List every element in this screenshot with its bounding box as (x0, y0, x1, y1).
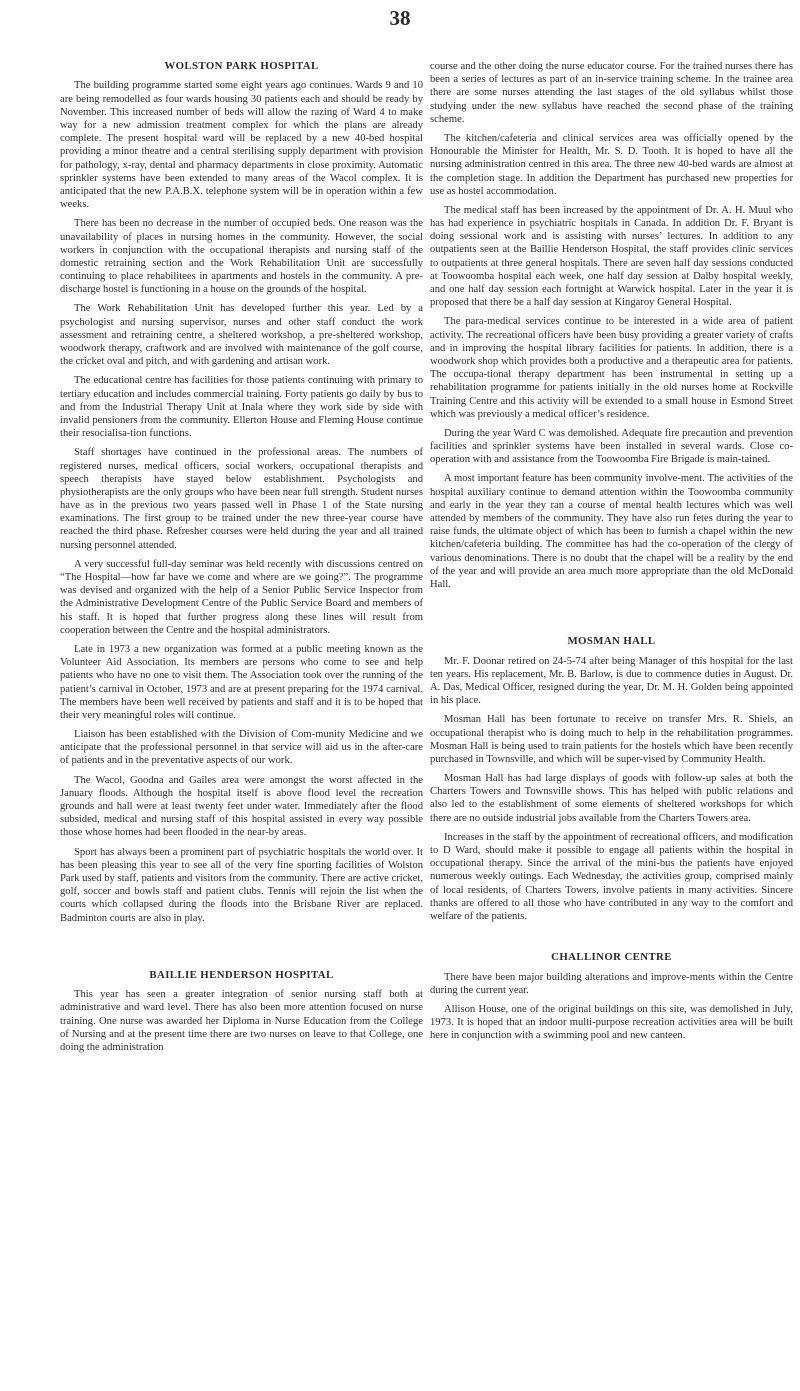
paragraph: This year has seen a greater integration of senior nursing staff both at administrative and ward level. There has also been more attention focused on nurse training. One nurse was awarded her Diploma in Nurse Education from the College of Nursing and at the present time there are two nurses on leave to that College, one doing the administration (60, 989, 423, 1053)
paragraph: During the year Ward C was demolished. Adequate fire precaution and prevention facilities and sprinkler systems have been installed in several wards. Close co-operation with and assistance from the Toowoomba Fire Brigade is main-tained. (430, 427, 793, 466)
paragraph: The Work Rehabilitation Unit has developed further this year. Led by a psychologist and nursing supervisor, nurses and other staff conduct the work assessment and retraining centre, a sheltered workshop, a pre-sheltered workshop, woodwork therapy, craftwork and are involved with maintenance of the golf course, the cricket oval and pitch, and with gardening and artisan work. (60, 303, 423, 368)
section-wolston-park (60, 60, 423, 925)
section-heading: BAILLIE HENDERSON HOSPITAL (149, 968, 334, 981)
paragraph: Mosman Hall has been fortunate to receive on transfer Mrs. R. Shiels, an occupational therapist who is doing much to help in the rehabilitation programmes. Mosman Hall is being used to train patients for the hostels which have been recently purchased in Townsville, and which will be super-vised by Community Health. (430, 714, 793, 765)
paragraph: Mosman Hall has had large displays of goods with follow-up sales at both the Charters Towers and Townsville shows. This has helped with public relations and also led to the establishment of some elements of sheltered workshops for which there are no outside industrial jobs available from the Charters Towers area. (430, 773, 793, 824)
paragraph: Mr. F. Doonar retired on 24-5-74 after being Manager of this hospital for the last ten years. His replacement, Mr. B. Barlow, is due to commence duties in August. Dr. A. Das, Medical Officer, resigned during the year, Dr. M. H. Golden being appointed in his place. (430, 655, 793, 707)
paragraph: The kitchen/cafeteria and clinical services area was officially opened by the Honourable the Minister for Health, Mr. S. D. Tooth. It is hoped to have all the nursing administration centred in this area. The three new 40-bed wards are almost at the completion stage. In addition the Department has purchased new properties for use as hostel accommodation. (430, 132, 793, 197)
paragraph: There have been major building alterations and improve-ments within the Centre during the current year. (430, 971, 793, 996)
paragraph: course and the other doing the nurse educator course. For the trained nurses there has been a series of lectures as part of an in-service training scheme. In the trainee area there are some nurses attending the last stages of the old syllabus whilst those studying under the new syllabus have reached the second phase of the training scheme. (430, 61, 793, 125)
right-column (430, 60, 793, 1049)
section-challinor-centre (430, 951, 793, 1042)
section-baillie-henderson (60, 969, 423, 1054)
paragraph: The Wacol, Goodna and Gailes area were amongst the worst affected in the January floods. Although the hospital itself is above flood level the recreation grounds and hall were at least twenty feet under water. Immediately after the flood subsided, medical and nursing staff of this hospital assisted in every way possible those whose homes had been flooded in the near-by areas. (60, 774, 423, 839)
paragraph: Increases in the staff by the appointment of recreational officers, and modification to D Ward, should make it possible to engage all patients within the hospital in occupational therapy. Since the arrival of the mini-bus the patients have enjoyed numerous weekly outings. Each Wednesday, the activities group, comprised mainly of local residents, of Charters Towers, involve patients in many activities. Sincere thanks are offered to all those who have contributed in any way to the comfort and welfare of the patients. (430, 831, 793, 922)
paragraph: The para-medical services continue to be interested in a wide area of patient activity. The recreational officers have been busy providing a greater variety of crafts and in improving the hospital library facilities for patients. In addition, there is a woodwork shop which provides both a productive and a therapeutic area for patients. The occupa-tional therapy department has been instrumental in setting up a rehabilitation programme for patients initially in the old nurses home at Rockville Training Centre and this activity will be extended to a small house in Esmond Street which was previously a medical officer’s residence. (430, 316, 793, 420)
paragraph: Allison House, one of the original buildings on this site, was demolished in July, 1973. It is hoped that an indoor multi-purpose recreation activities area will be built here in conjunction with a swimming pool and new canteen. (430, 1003, 793, 1042)
section-baillie-henderson-continued (430, 60, 793, 591)
left-column (60, 60, 423, 1060)
paragraph: Late in 1973 a new organization was formed at a public meeting known as the Volunteer Aid Association. Its members are persons who come to see and help patients who have no one to visit them. The Association took over the running of the patient’s carnival in October, 1973 and are at present preparing for the 1974 carnival. The members have been well received by patients and staff and it is to be hoped that their very meaningful roles will continue. (60, 643, 423, 721)
paragraph: The educational centre has facilities for those patients continuing with primary to tertiary education and includes commercial training. Forty patients go daily by bus to and from the Industrial Therapy Unit at Inala where they work side by side with invalid pensioners from the community. Ellerton House and Fleming House continue their resocialisa-tion functions. (60, 375, 423, 440)
paragraph: A most important feature has been community involve-ment. The activities of the hospital auxiliary continue to demand attention within the Toowoomba community and early in the year they ran a course of mental health lectures which was well attended by members of the community. They have also run fetes during the year to raise funds, the ultimate object of which has been to furnish a chapel within the new kitchen/cafeteria building. The committee has had the co-operation of the clergy of various denominations. There is no doubt that the chapel will be a reality by the end of the year and will provide an area much more appropriate than the old McDonald Hall. (430, 473, 793, 590)
page-number: 38 (389, 6, 411, 30)
paragraph: The medical staff has been increased by the appointment of Dr. A. H. Muul who has had experience in psychiatric hospitals in Canada. In addition Dr. F. Bryant is doing sessional work and is assisting with nurses’ lectures. In addition to any outpatients seen at the Baillie Henderson Hospital, the staff provides clinic services to outpatients at three general hospitals. There are seven half day sessions conducted at Toowoomba hospital each week, one half day session at Dalby hospital weekly, and one half day session each fortnight at Warwick hospital. Later in the year it is proposed that there be a half day session at Kingaroy General Hospital. (430, 204, 793, 309)
paragraph: The building programme started some eight years ago continues. Wards 9 and 10 are being remodelled as four wards housing 30 patients each and should be ready by November. This increased number of beds will allow the razing of Ward 4 to make way for a new admission treatment complex for which the plans are already complete. The present hospital ward will be replaced by a new 40-bed hospital providing a minor theatre and a central sterilising supply department with provision for pathology, x-ray, dental and pharmacy departments in close proximity. Automatic sprinkler systems have been extended to many areas of the Wacol complex. It is anticipated that the new P.A.B.X. telephone system will be in operation within a few weeks. (60, 80, 423, 211)
section-heading: CHALLINOR CENTRE (551, 951, 672, 964)
section-heading: WOLSTON PARK HOSPITAL (164, 60, 319, 72)
paragraph: Staff shortages have continued in the professional areas. The numbers of registered nurses, medical officers, social workers, occupational therapists and speech therapists have stayed below establishment. Psychologists and physiotherapists are the only groups who have been near full strength. Student nurses have as in the previous two years passed well in Phase 1 of the State nursing examinations. The first group to be trained under the new three-year course have reached the third phase. Refresher courses were held during the year and all trained nursing personnel attended. (60, 447, 423, 551)
paragraph: There has been no decrease in the number of occupied beds. One reason was the unavailability of places in nursing homes in the community. However, the social workers in conjunction with the occupational therapists and nursing staff of the domestic retraining section and the Work Rehabilitation Unit are successfully continuing to place rehabilitees in apartments and hostels in the community. A pre-discharge hostel is functioning in a house on the grounds of the hospital. (60, 218, 423, 296)
paragraph: Sport has always been a prominent part of psychiatric hospitals the world over. It has been pleasing this year to see all of the very fine sporting facilities of Wolston Park used by staff, patients and visitors from the community. There are active cricket, golf, soccer and bowls staff and patient clubs. Tennis will rejoin the list when the courts which collapsed during the floods into the Brisbane River are replaced. Badminton courts are also in play. (60, 846, 423, 924)
section-heading: MOSMAN HALL (567, 635, 656, 648)
paragraph: Liaison has been established with the Division of Com-munity Medicine and we anticipate that the professional personnel in that service will aid us in the after-care of patients and in the preventative aspects of our work. (60, 729, 423, 767)
section-mosman-hall (430, 635, 793, 923)
paragraph: A very successful full-day seminar was held recently with discussions centred on “The Hospital—how far have we come and where are we going?”. The programme was devised and organized with the help of a Senior Public Service Inspector from the Administrative Development Centre of the Public Service Board and members of his staff. It is hoped that further progress along these lines will result from cooperation between the Centre and the hospital administrators. (60, 558, 423, 636)
